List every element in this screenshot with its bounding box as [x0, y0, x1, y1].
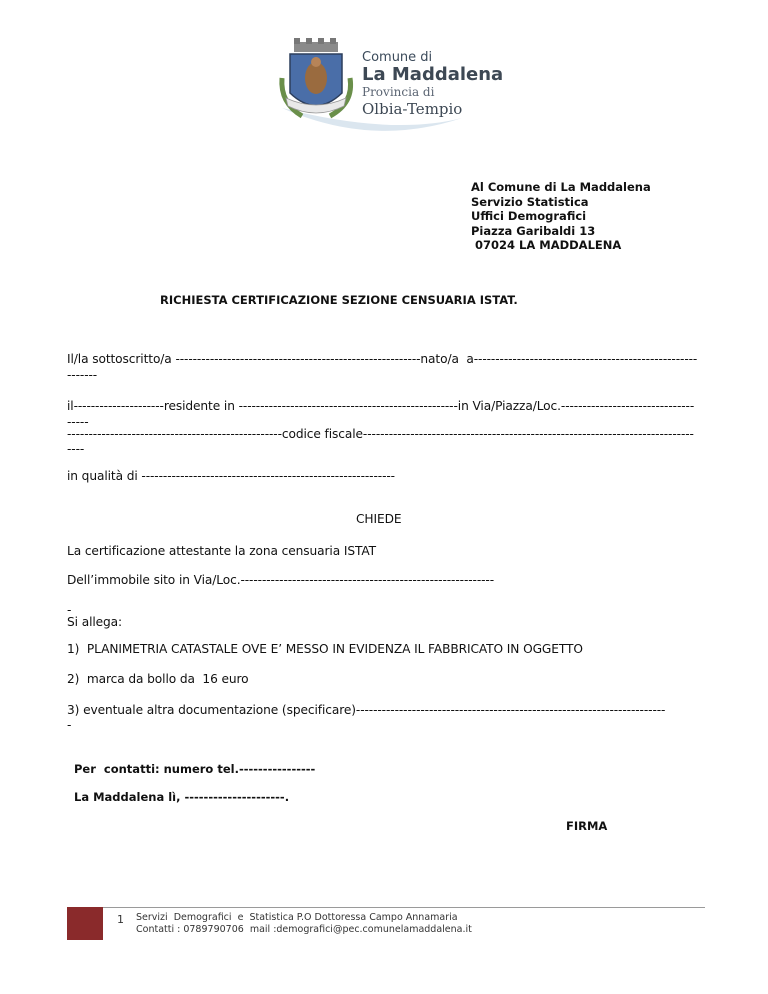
footer-contact: [136, 912, 472, 936]
attachment-item-1: 1) PLANIMETRIA CATASTALE OVE E’ MESSO IN EVIDENZA IL FABBRICATO IN OGGETTO: [67, 642, 583, 656]
recipient-line: Uffici Demografici: [471, 209, 587, 223]
document-title: RICHIESTA CERTIFICAZIONE SEZIONE CENSUARIA ISTAT.: [160, 293, 518, 307]
recipient-line: Al Comune di La Maddalena: [471, 180, 651, 194]
allega-heading: Si allega:: [67, 615, 123, 629]
recipient-line: Piazza Garibaldi 13: [471, 223, 596, 238]
request-text: La certificazione attestante la zona censuaria ISTAT: [67, 544, 377, 558]
field-il-residente: il---------------------residente in ---------------------------------------------------in Via/Piazza/Loc.-------------------------------: [67, 399, 695, 413]
dash-mark: -: [67, 603, 72, 617]
field-immobile: Dell’immobile sito in Via/Loc.-----------------------------------------------------------: [67, 573, 495, 587]
field-qualita: in qualità di -----------------------------------------------------------: [67, 469, 395, 483]
field-codice-fiscale-cont: ----: [67, 442, 85, 456]
logo-line-provincia: Provincia di: [362, 85, 435, 99]
footer-line-1: Servizi Demografici e Statistica P.O Dottoressa Campo Annamaria: [136, 912, 458, 923]
chiede-heading: CHIEDE: [356, 512, 402, 526]
footer-page-bar: [67, 907, 103, 940]
attachment-item-3-cont: -: [67, 718, 72, 732]
footer-divider: [103, 907, 705, 908]
signature-label: FIRMA: [566, 819, 608, 833]
field-sottoscritto-nato-cont: -------: [67, 368, 98, 382]
field-codice-fiscale: --------------------------------------------------codice fiscale-----------------------------------------------------------------------------: [67, 427, 694, 441]
attachment-item-3: 3) eventuale altra documentazione (specificare)------------------------------------------------------------------------: [67, 703, 666, 717]
contact-phone-field: Per contatti: numero tel.----------------: [74, 762, 316, 776]
logo-line-comune: Comune di: [362, 50, 433, 65]
attachment-item-2: 2) marca da bollo da 16 euro: [67, 672, 249, 686]
recipient-line: 07024 LA MADDALENA: [471, 238, 622, 252]
page-number: 1: [117, 913, 124, 926]
recipient-address: [471, 180, 651, 253]
logo-line-name: La Maddalena: [362, 64, 504, 85]
place-date-field: La Maddalena lì, ---------------------.: [74, 790, 290, 804]
recipient-line: Servizio Statistica: [471, 194, 589, 209]
field-il-residente-cont: -----: [67, 415, 89, 429]
footer-line-2: Contatti : 0789790706 mail :demografici@pec.comunelamaddalena.it: [136, 924, 472, 935]
field-sottoscritto-nato: Il/la sottoscritto/a ---------------------------------------------------------nato/a a----------------------------------------------------: [67, 352, 698, 366]
logo-line-olbia: Olbia-Tempio: [362, 100, 463, 118]
